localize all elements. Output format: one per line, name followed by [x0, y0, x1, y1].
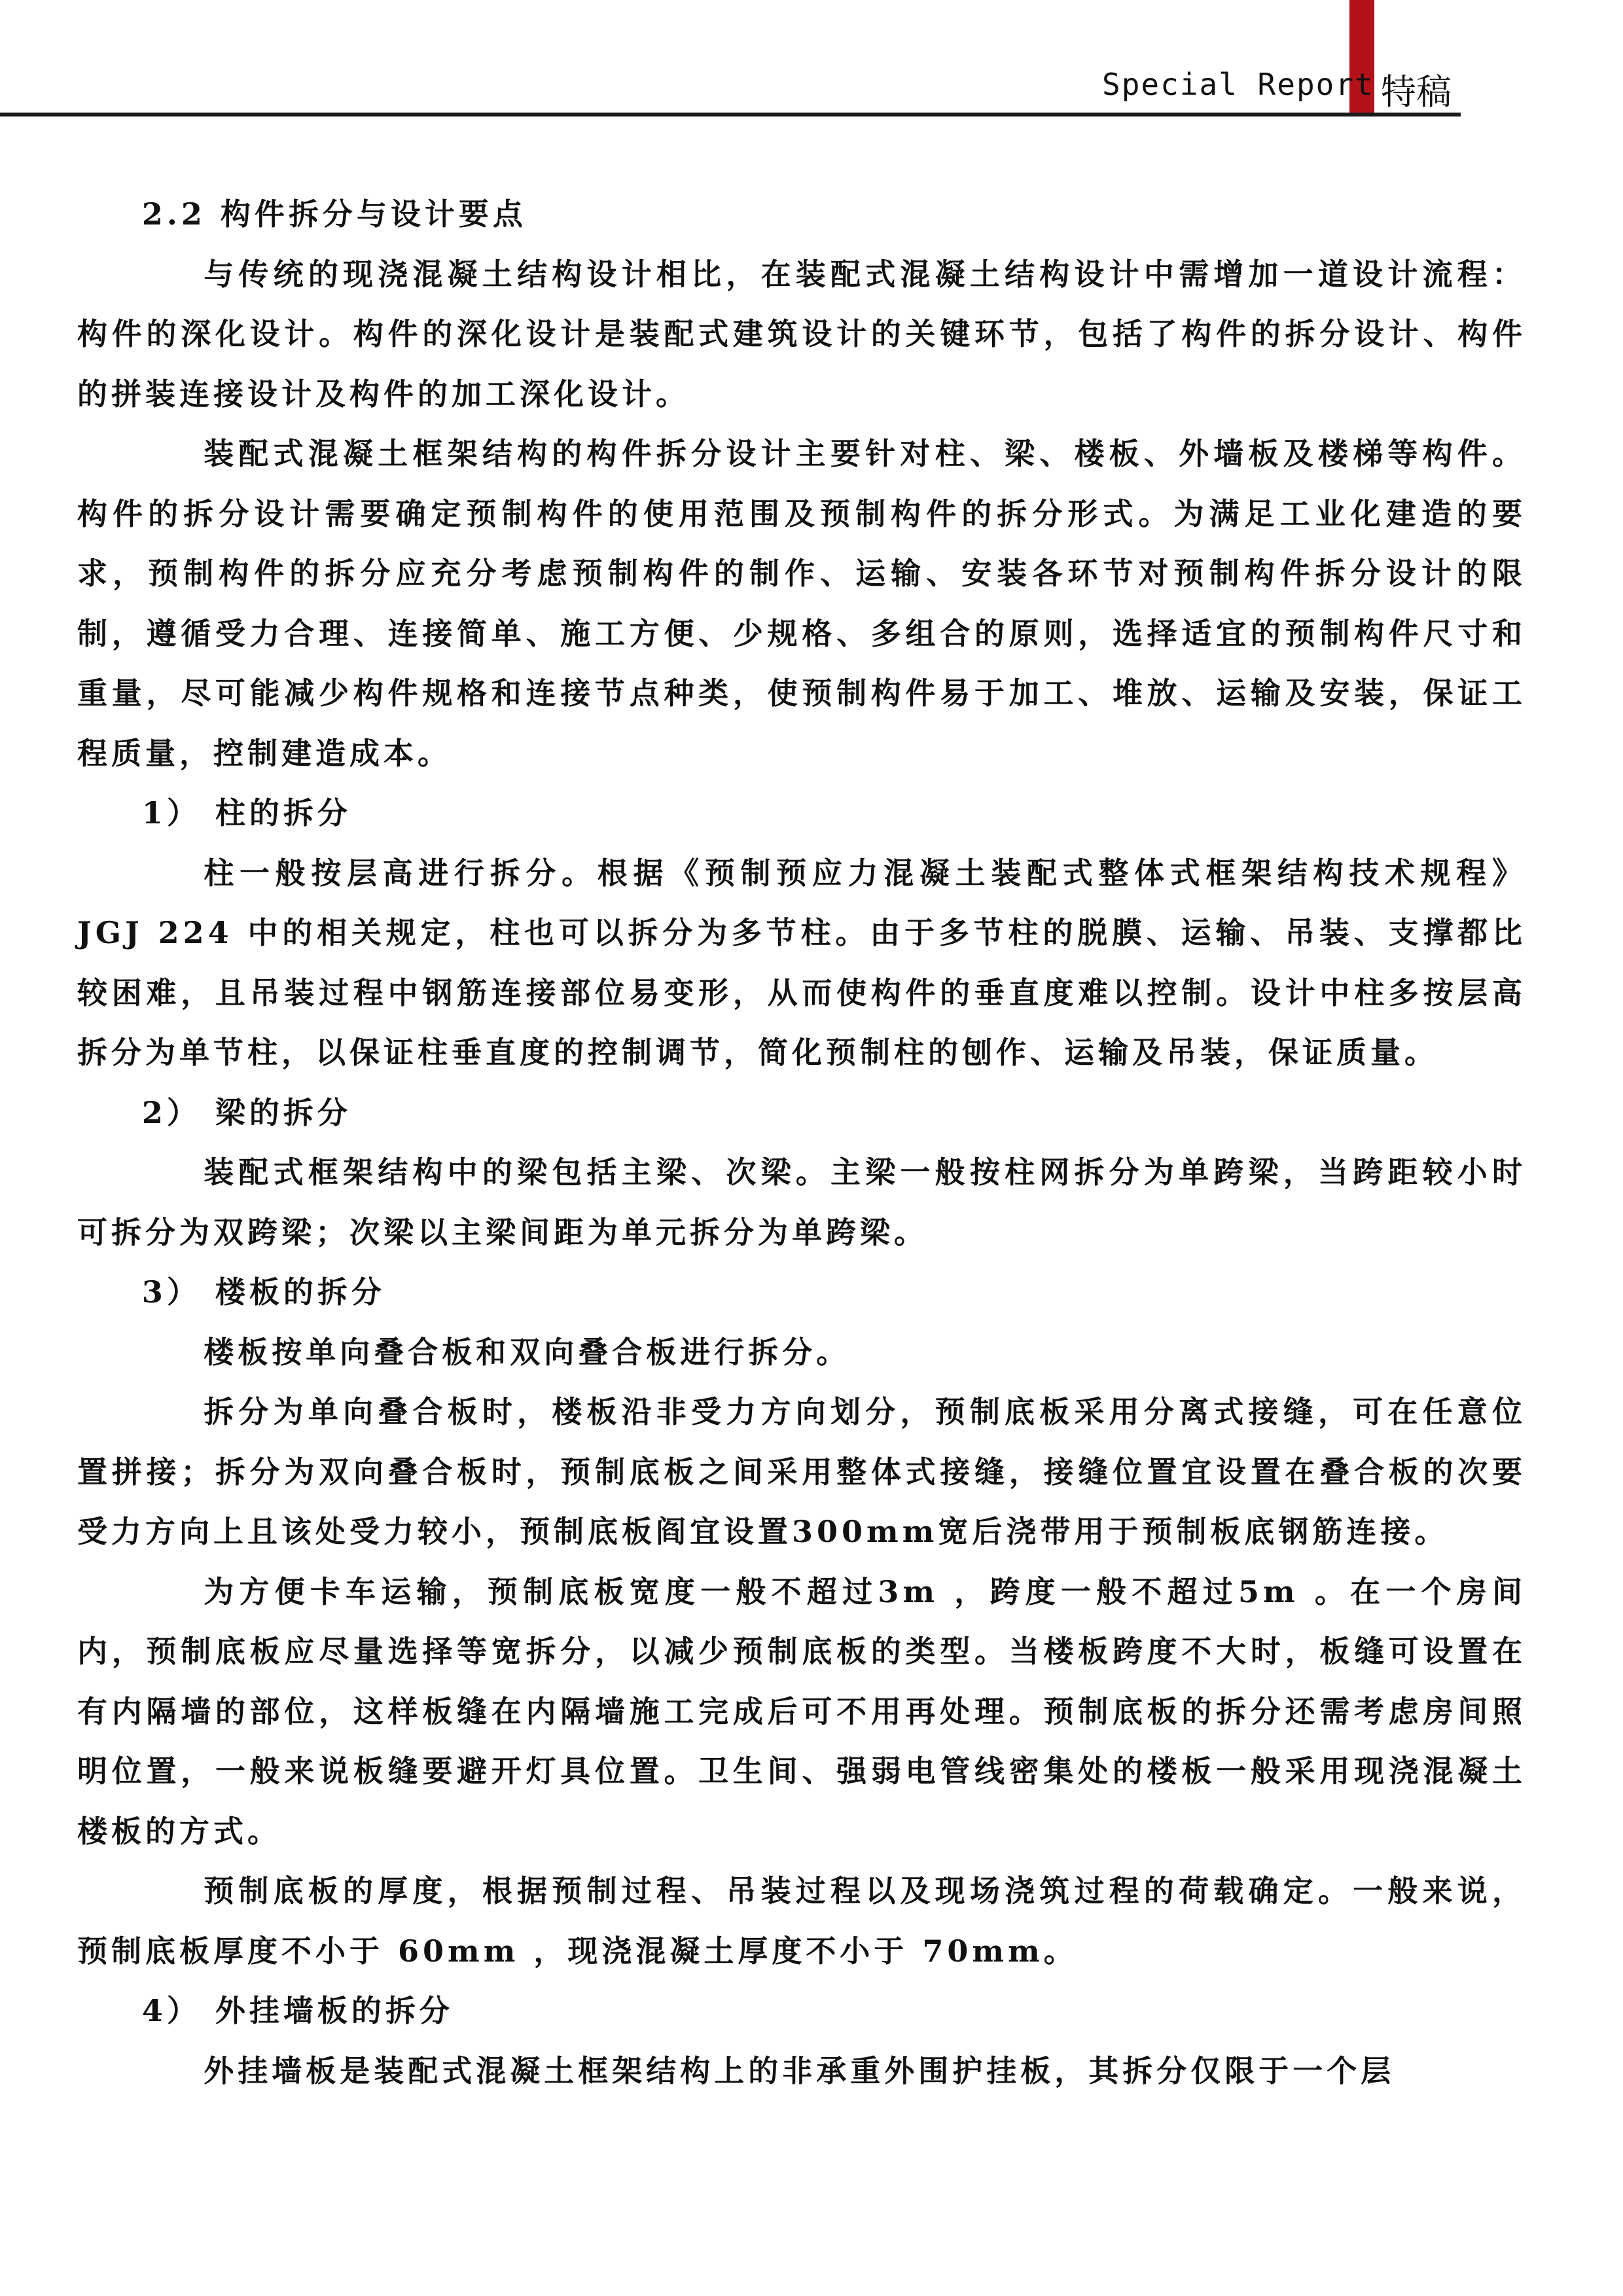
paragraph: 柱一般按层高进行拆分。根据《预制预应力混凝土装配式整体式框架结构技术规程》JGJ 224 中的相关规定，柱也可以拆分为多节柱。由于多节柱的脱膜、运输、吊装、支撑都比较困难，且吊装过程中钢筋连接部位易变形，从而使构件的垂直度难以控制。设计中柱多按层高拆分为单节柱，以保证柱垂直度的控制调节，简化预制柱的刨作、运输及吊装，保证质量。: [77, 855, 1526, 1070]
subsection-heading-slabs: 3） 楼板的拆分: [141, 1274, 385, 1310]
paragraph: 与传统的现浇混凝土结构设计相比，在装配式混凝土结构设计中需增加一道设计流程：构件的深化设计。构件的深化设计是装配式建筑设计的关键环节，包括了构件的拆分设计、构件的拼装连接设计及构件的加工深化设计。: [77, 256, 1526, 412]
header-english-label: Special Report: [1102, 67, 1374, 102]
paragraph: 装配式混凝土框架结构的构件拆分设计主要针对柱、梁、楼板、外墙板及楼梯等构件。构件的拆分设计需要确定预制构件的使用范围及预制构件的拆分形式。为满足工业化建造的要求，预制构件的拆分应充分考虑预制构件的制作、运输、安装各环节对预制构件拆分设计的限制，遵循受力合理、连接简单、施工方便、少规格、多组合的原则，选择适宜的预制构件尺寸和重量，尽可能减少构件规格和连接节点种类，使预制构件易于加工、堆放、运输及安装，保证工程质量，控制建造成本。: [77, 436, 1526, 771]
header-rule: [0, 113, 1461, 117]
subsection-heading-beams: 2） 梁的拆分: [141, 1094, 351, 1130]
paragraph: 预制底板的厚度，根据预制过程、吊装过程以及现场浇筑过程的荷载确定。一般来说，预制底板厚度不小于 60mm ，现浇混凝土厚度不小于 70mm。: [77, 1873, 1526, 1969]
paragraph: 外挂墙板是装配式混凝土框架结构上的非承重外围护挂板，其拆分仅限于一个层: [204, 2053, 1395, 2089]
header-chinese-label: 特稿: [1381, 71, 1452, 113]
paragraph: 装配式框架结构中的梁包括主梁、次梁。主梁一般按柱网拆分为单跨梁，当跨距较小时可拆分为双跨梁；次梁以主梁间距为单元拆分为单跨梁。: [77, 1155, 1526, 1250]
subsection-heading-wall-panels: 4） 外挂墙板的拆分: [141, 1993, 454, 2028]
paragraph: 拆分为单向叠合板时，楼板沿非受力方向划分，预制底板采用分离式接缝，可在任意位置拼接；拆分为双向叠合板时，预制底板之间采用整体式接缝，接缝位置宜设置在叠合板的次要受力方向上且该处受力较小，预制底板阎宜设置300mm宽后浇带用于预制板底钢筋连接。: [77, 1394, 1526, 1549]
subsection-heading-columns: 1） 柱的拆分: [141, 795, 351, 831]
article-body: [77, 185, 1526, 2101]
paragraph: 为方便卡车运输，预制底板宽度一般不超过3m ，跨度一般不超过5m 。在一个房间内，预制底板应尽量选择等宽拆分，以减少预制底板的类型。当楼板跨度不大时，板缝可设置在有内隔墙的部位，这样板缝在内隔墙施工完成后可不用再处理。预制底板的拆分还需考虑房间照明位置，一般来说板缝要避开灯具位置。卫生间、强弱电管线密集处的楼板一般采用现浇混凝土楼板的方式。: [77, 1573, 1526, 1849]
section-heading: 2.2 构件拆分与设计要点: [141, 196, 527, 232]
paragraph: 楼板按单向叠合板和双向叠合板进行拆分。: [204, 1334, 851, 1370]
